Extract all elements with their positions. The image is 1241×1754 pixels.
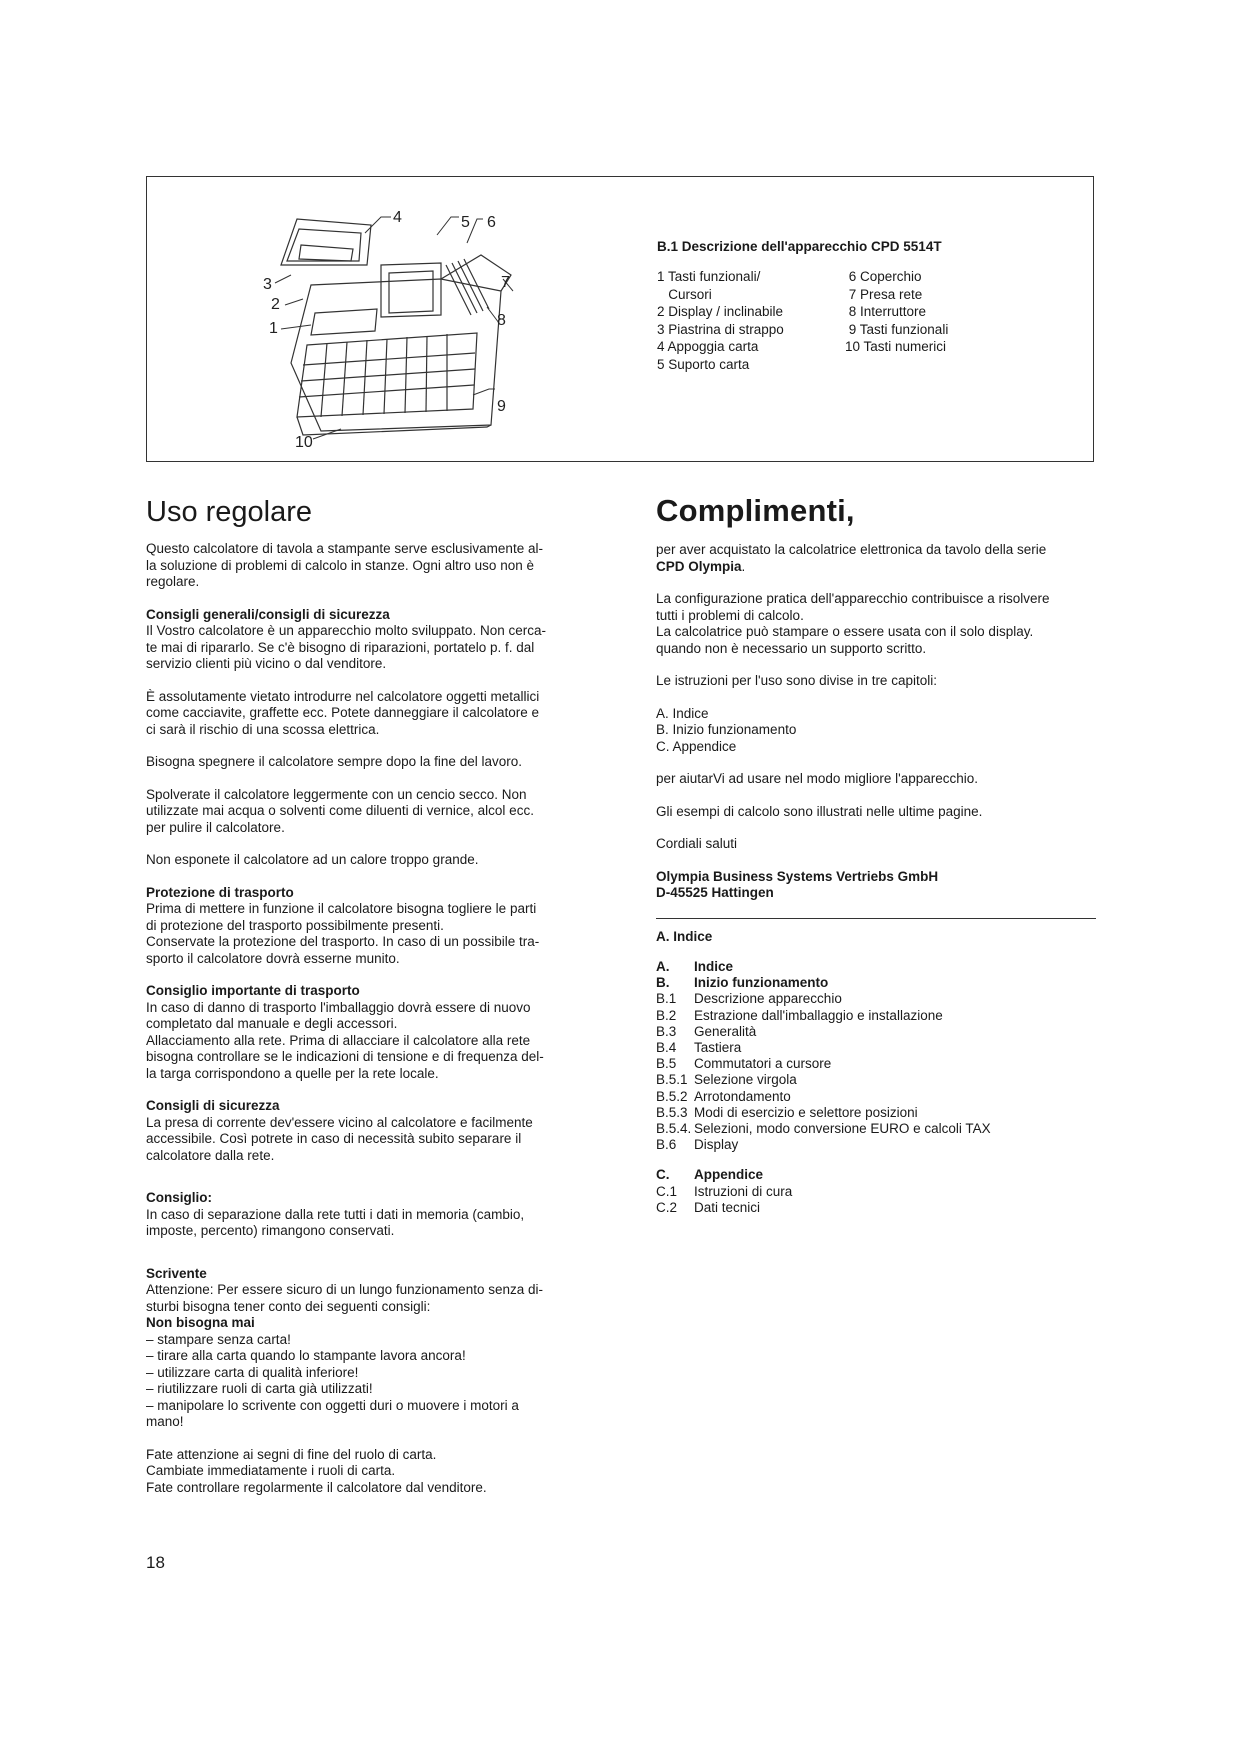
legend-item: 10 Tasti numerici: [845, 339, 947, 354]
section-title: Protezione di trasporto: [146, 884, 294, 900]
index-row: B.5.4. Selezioni, modo conversione EURO e calcoli TAX: [656, 1121, 991, 1137]
right-column: [656, 492, 1096, 1216]
index-row: B. Inizio funzionamento: [656, 975, 829, 991]
callout-10: 10: [295, 434, 313, 451]
index-row: B.6 Display: [656, 1137, 739, 1153]
index-row: C.1 Istruzioni di cura: [656, 1183, 793, 1199]
index-row: B.5.1 Selezione virgola: [656, 1072, 797, 1088]
legend-item: Cursori: [657, 286, 712, 302]
section-title: Consigli di sicurezza: [146, 1098, 280, 1113]
paragraph: [656, 542, 1096, 575]
calculator-illustration: [241, 195, 541, 457]
legend-item: 9 Tasti funzionali: [845, 321, 949, 337]
figure-box: [146, 176, 1094, 462]
legend-item: 8 Interruttore: [845, 304, 927, 319]
paragraph: In caso di danno di trasporto l'imballaggio dovrà essere di nuovo completato dal manuale e degli accessori. Allacciamento alla rete. Prima di allacciare il calcolatore alla rete bisogna controllare se le indicazioni di tensione e di frequenza del- la targa corrispondono a quelle per la rete locale.: [146, 999, 544, 1081]
paragraph: Attenzione: Per essere sicuro di un lungo funzionamento senza di- sturbi bisogna tener conto dei seguenti consigli:: [146, 1282, 543, 1314]
index-row: C. Appendice: [656, 1167, 764, 1183]
legend-item: 4 Appoggia carta: [657, 339, 759, 354]
index-row: B.1 Descrizione apparecchio: [656, 991, 842, 1007]
section-title: Consigli generali/consigli di sicurezza: [146, 606, 390, 622]
index-row: B.5.3 Modi di esercizio e selettore posizioni: [656, 1104, 918, 1120]
subsection-title: Non bisogna mai: [146, 1315, 255, 1330]
paragraph: per aiutarVi ad usare nel modo migliore l'apparecchio.: [656, 771, 979, 786]
product-name: CPD Olympia: [656, 558, 742, 574]
page-number: 18: [146, 1553, 165, 1572]
paragraph: Prima di mettere in funzione il calcolatore bisogna togliere le parti di protezione del trasporto possibilmente presenti. Conservate la protezione del trasporto. In caso di un possibile tra- sporto il calcolatore dovrà esserne munito.: [146, 901, 540, 966]
warning-list: – stampare senza carta! – tirare alla carta quando lo stampante lavora ancora! – utilizzare carta di qualità inferiore! – riutilizzare ruoli di carta già utilizzati! – manipolare lo scrivente con oggetti duri o muovere i motori a mano!: [146, 1331, 519, 1429]
index-row: B.3 Generalità: [656, 1023, 757, 1039]
intro-paragraph: Questo calcolatore di tavola a stampante serve esclusivamente al- la soluzione di problemi di calcolo in stanze. Ogni altro uso non è regolare.: [146, 541, 543, 589]
callout-3: 3: [263, 276, 272, 293]
paragraph: Le istruzioni per l'uso sono divise in tre capitoli:: [656, 673, 937, 688]
left-column: [146, 492, 590, 1512]
paragraph: Bisogna spegnere il calcolatore sempre dopo la fine del lavoro.: [146, 754, 522, 769]
legend-item: 2 Display / inclinabile: [657, 304, 784, 319]
calculator-drawing: [241, 195, 541, 457]
index-row: B.4 Tastiera: [656, 1040, 742, 1056]
heading-complimenti: Complimenti,: [656, 493, 855, 528]
index-list: [656, 959, 1096, 1216]
heading-uso-regolare: Uso regolare: [146, 496, 313, 528]
paragraph: Fate attenzione ai segni di fine del ruolo di carta. Cambiate immediatamente i ruoli di carta. Fate controllare regolarmente il calcolatore dal venditore.: [146, 1446, 487, 1495]
closing: Cordiali saluti: [656, 836, 738, 851]
paragraph: In caso di separazione dalla rete tutti i dati in memoria (cambio, imposte, percento) rimangono conservati.: [146, 1206, 525, 1238]
callout-7: 7: [501, 274, 510, 291]
section-title: Consiglio:: [146, 1190, 212, 1205]
callout-4: 4: [393, 209, 402, 226]
paragraph: La configurazione pratica dell'apparecchio contribuisce a risolvere tutti i problemi di calcolo. La calcolatrice può stampare o essere usata con il solo display. quando non è necessario un supporto scritto.: [656, 591, 1050, 656]
callout-8: 8: [497, 312, 506, 329]
paragraph: È assolutamente vietato introdurre nel calcolatore oggetti metallici come cacciavite, graffette ecc. Potete danneggiare il calcolatore e ci sarà il rischio di una scossa elettrica.: [146, 688, 540, 737]
legend-item: 7 Presa rete: [845, 286, 923, 302]
paragraph-end: .: [741, 558, 746, 574]
paragraph: Gli esempi di calcolo sono illustrati nelle ultime pagine.: [656, 803, 983, 819]
section-divider: [656, 918, 1096, 919]
index-row: B.5.2 Arrotondamento: [656, 1088, 791, 1104]
callout-2: 2: [271, 296, 280, 313]
legend-item: 1 Tasti funzionali/: [657, 269, 761, 284]
index-title: A. Indice: [656, 928, 713, 944]
section-title: Consiglio importante di trasporto: [146, 983, 360, 998]
legend-item: 5 Suporto carta: [657, 356, 750, 372]
company-name: Olympia Business Systems Vertriebs GmbH D-45525 Hattingen: [656, 868, 939, 900]
callout-5: 5: [461, 214, 470, 231]
paragraph: Il Vostro calcolatore è un apparecchio molto sviluppato. Non cerca- te mai di ripararlo. Se c'è bisogno di riparazioni, portatelo p. f. dal servizio clienti più vicino o dal venditore.: [146, 623, 546, 671]
callout-1: 1: [269, 320, 278, 337]
paragraph: La presa di corrente dev'essere vicino al calcolatore e facilmente accessibile. Così potrete in caso di necessità subito separare il calcolatore dalla rete.: [146, 1114, 533, 1163]
index-row: B.5 Commutatori a cursore: [656, 1056, 832, 1072]
index-row: B.2 Estrazione dall'imballaggio e installazione: [656, 1007, 943, 1023]
index-row: A. Indice: [656, 959, 734, 974]
legend-item: 3 Piastrina di strappo: [657, 321, 784, 337]
index-row: C.2 Dati tecnici: [656, 1199, 761, 1215]
paragraph: Non esponete il calcolatore ad un calore troppo grande.: [146, 852, 479, 867]
figure-legend: [657, 239, 1077, 373]
legend-title: B.1 Descrizione dell'apparecchio CPD 5514T: [657, 239, 942, 254]
callout-6: 6: [487, 214, 496, 231]
callout-9: 9: [497, 398, 506, 415]
paragraph: Spolverate il calcolatore leggermente con un cencio secco. Non utilizzate mai acqua o solventi come diluenti di vernice, alcol ecc. per pulire il calcolatore.: [146, 786, 534, 835]
chapter-list: A. Indice B. Inizio funzionamento C. Appendice: [656, 705, 797, 754]
section-title: Scrivente: [146, 1265, 207, 1281]
paragraph-text: per aver acquistato la calcolatrice elettronica da tavolo della serie: [656, 542, 1047, 557]
legend-item: 6 Coperchio: [845, 269, 922, 284]
